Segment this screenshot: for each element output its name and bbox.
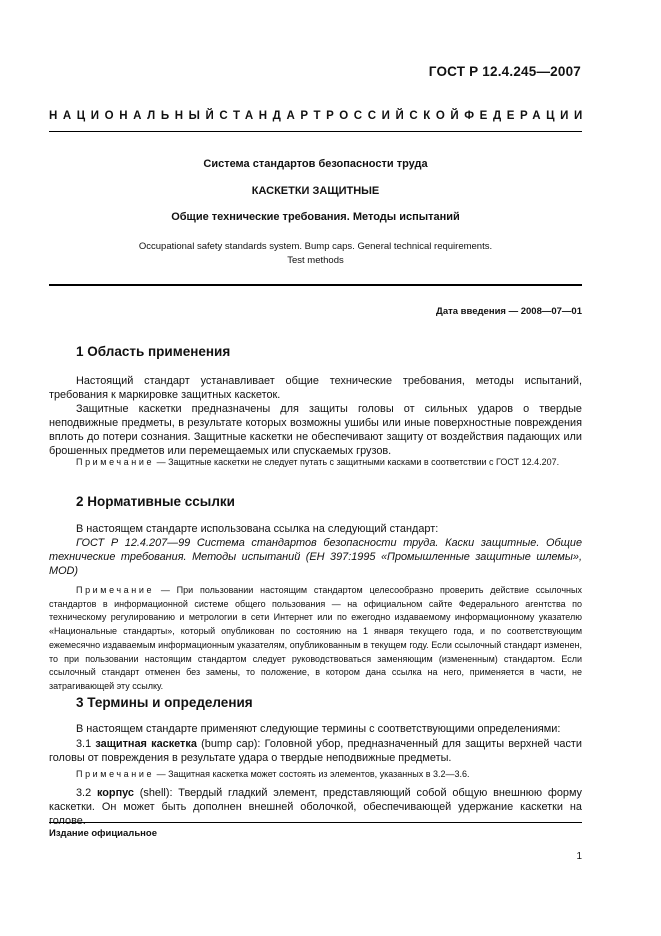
note-text: — При пользовании настоящим стандартом целесообразно проверить действие ссылочных стандартов в информационной системе общего пользования — на официальном сайте Федерального агентства по техническому регулированию и метрологии в сети Интернет или по ежегодно издаваемому информационному указателю «Национальные стандарты», который опубликован по состоянию на 1 января текущего года, и по соответствующим ежемесячно издаваемым информационным указателям, опубликованным в текущем году. Если ссылочный стандарт изменен, то при пользовании настоящим стандартом следует руководствоваться заменяющим (измененным) стандартом. Если ссылочный стандарт отменен без замены, то положение, в котором дана ссылка на него, применяется в части, не затрагивающей эту ссылку. [49,585,582,691]
english-title-line: Occupational safety standards system. Bump caps. General technical requirements. [138,241,493,252]
banner-word: РОССИЙСКОЙ [326,110,465,122]
note [49,768,582,782]
note-label: Примечание [76,769,155,779]
document-title: КАСКЕТКИ ЗАЩИТНЫЕ [251,185,380,197]
term-text: (shell): Твердый гладкий элемент, представляющий собой общую внешнюю форму каскетки. Он может быть дополнен внешней оболочкой, обеспечивающей удержание каскетки на голове. [49,787,583,827]
note [49,584,582,694]
national-standard-banner [49,110,588,122]
paragraph: В настоящем стандарте применяют следующие термины с соответствующими определениями: [76,723,561,735]
term-number: 3.1 [76,738,96,750]
note-text: — Защитные каскетки не следует путать с защитными касками в соответствии с ГОСТ 12.4.207. [154,457,560,467]
banner-word: НАЦИОНАЛЬНЫЙ [49,110,220,122]
note [49,456,582,470]
section-heading: 3 Термины и определения [76,695,253,710]
title-rule [49,284,582,286]
banner-word: СТАНДАРТ [219,110,327,122]
term: корпус [96,787,134,799]
normative-reference: ГОСТ Р 12.4.207—99 Система стандартов безопасности труда. Каски защитные. Общие технические требования. Методы испытаний (ЕН 397:1995 «Промышленные защитные шлемы», MOD) [49,537,582,577]
paragraph: В настоящем стандарте использована ссылка на следующий стандарт: [76,523,439,535]
header-rule [49,131,582,132]
english-title-line: Test methods [287,255,344,266]
term-number: 3.2 [76,787,97,799]
term-text: (bump cap): Головной убор, предназначенный для защиты верхней части головы от повреждения в результате удара о твердые неподвижные предметы. [49,738,582,764]
paragraph: Защитные каскетки предназначены для защиты головы от сильных ударов о твердые неподвижные предметы, в результате которых возможны ушибы или иные поверхностные повреждения вплоть до потери сознания. Защитные каскетки не обеспечивают защиту от воздействия падающих или брошенных предметов или перемещаемых или спускаемых грузов. [49,403,582,457]
edition-label: Издание официальное [49,828,157,839]
banner-word: ФЕДЕРАЦИИ [464,110,588,122]
note-label: Примечание [76,457,155,467]
term-definition [49,737,582,765]
english-title [49,240,582,268]
paragraph: Настоящий стандарт устанавливает общие технические требования, методы испытаний, требования к маркировке защитных каскеток. [49,375,582,401]
page-number: 1 [576,851,582,862]
system-title: Система стандартов безопасности труда [203,158,428,170]
section-heading: 2 Нормативные ссылки [76,494,235,509]
footer-rule [49,822,582,823]
gost-code: ГОСТ Р 12.4.245—2007 [428,64,581,79]
term: защитная каскетка [95,738,197,750]
section-heading: 1 Область применения [76,344,231,359]
document-subtitle: Общие технические требования. Методы испытаний [171,211,460,223]
note-label: Примечание [76,585,155,595]
note-text: — Защитная каскетка может состоять из элементов, указанных в 3.2—3.6. [154,769,470,779]
introduction-date: Дата введения — 2008—07—01 [436,306,582,317]
